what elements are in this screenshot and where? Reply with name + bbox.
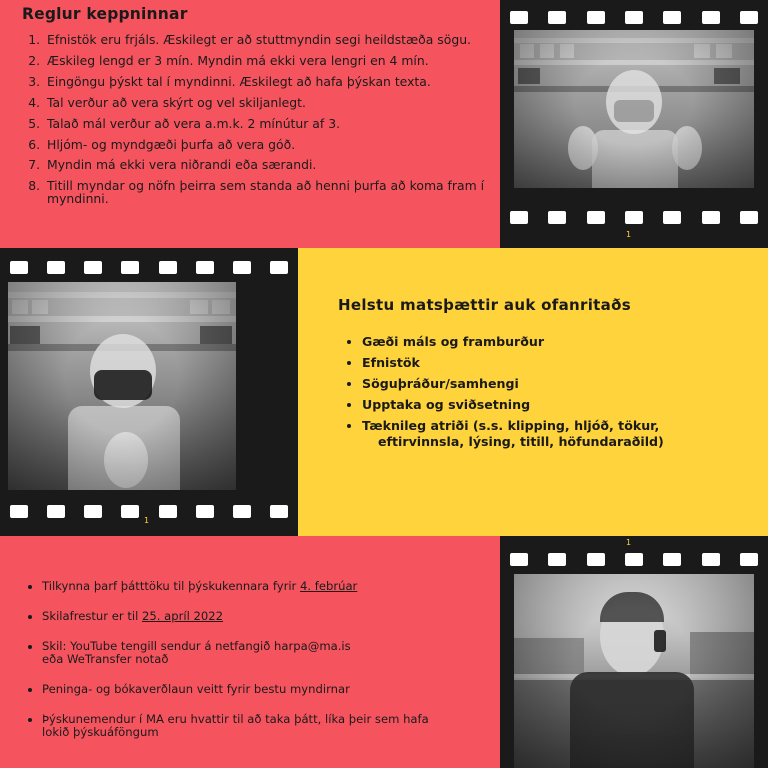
criteria-title: Helstu matsþættir auk ofanritaðs: [338, 296, 631, 314]
criteria-text: Söguþráður/samhengi: [362, 375, 519, 391]
list-item: 4. Tal verður að vera skýrt og vel skiljanlegt.: [44, 97, 488, 109]
sprocket-hole: [702, 211, 720, 224]
sprocket-hole: [10, 261, 28, 274]
photo-woman-on-phone: [514, 574, 754, 768]
list-item: 1. Efnistök eru frjáls. Æskilegt er að stuttmyndin segi heildstæða sögu.: [44, 34, 488, 46]
sprocket-hole: [196, 505, 214, 518]
sprocket-hole: [587, 11, 605, 24]
photo-supermarket-mask: [514, 30, 754, 188]
list-item: 2. Æskileg lengd er 3 mín. Myndin má ekki vera lengri en 4 mín.: [44, 55, 488, 67]
sprocket-hole: [702, 11, 720, 24]
sprocket-hole: [233, 261, 251, 274]
criteria-text: Tæknileg atriði (s.s. klipping, hljóð, tökur,: [362, 417, 660, 433]
sprocket-hole: [10, 505, 28, 518]
list-item: [362, 397, 750, 414]
sprocket-hole: [510, 553, 528, 566]
list-item: [42, 610, 476, 623]
info-text: Peninga- og bókaverðlaun veitt fyrir bestu myndirnar: [42, 681, 350, 696]
criteria-text: Efnistök: [362, 354, 420, 370]
film-sprockets-bottom: [500, 206, 768, 228]
sprocket-hole: [47, 505, 65, 518]
info-text-second-line: lokið þýskuáföngum: [42, 724, 159, 739]
sprocket-hole: [121, 261, 139, 274]
sprocket-hole: [740, 11, 758, 24]
sprocket-hole: [625, 11, 643, 24]
rules-list: [18, 34, 488, 214]
filmstrip-top-right: [500, 0, 768, 248]
sprocket-hole: [233, 505, 251, 518]
info-text: Skil: YouTube tengill sendur á netfangið harpa@ma.is: [42, 638, 351, 653]
sprocket-hole: [270, 261, 288, 274]
criteria-text: Upptaka og sviðsetning: [362, 396, 531, 412]
rules-title: Reglur keppninnar: [22, 4, 188, 23]
info-highlight-date: 4. febrúar: [300, 579, 358, 593]
sprocket-hole: [121, 505, 139, 518]
sprocket-hole: [663, 11, 681, 24]
sprocket-hole: [270, 505, 288, 518]
sprocket-hole: [84, 261, 102, 274]
rules-panel: [0, 0, 500, 248]
sprocket-hole: [159, 505, 177, 518]
sprocket-hole: [702, 553, 720, 566]
info-text-second-line: eða WeTransfer notað: [42, 651, 169, 666]
frame-number: 1: [144, 516, 150, 525]
list-item: [362, 376, 750, 393]
filmstrip-bottom-right: [500, 536, 768, 768]
list-item: [362, 355, 750, 372]
info-panel: [0, 536, 500, 768]
info-text: Þýskunemendur í MA eru hvattir til að taka þátt, líka þeir sem hafa: [42, 711, 429, 726]
frame-number: 1: [626, 230, 632, 239]
info-highlight-date: 25. apríl 2022: [142, 608, 223, 623]
sprocket-hole: [510, 211, 528, 224]
sprocket-hole: [548, 11, 566, 24]
criteria-panel: [298, 248, 768, 536]
list-item: 3. Eingöngu þýskt tal í myndinni. Æskilegt að hafa þýskan texta.: [44, 76, 488, 88]
film-sprockets-top: [500, 548, 768, 570]
sprocket-hole: [159, 261, 177, 274]
sprocket-hole: [740, 553, 758, 566]
sprocket-hole: [196, 261, 214, 274]
list-item: [42, 640, 476, 666]
info-text: Tilkynna þarf þátttöku til þýskukennara fyrir: [42, 579, 301, 593]
film-sprockets-top: [500, 6, 768, 28]
list-item: [362, 418, 750, 452]
sprocket-hole: [510, 11, 528, 24]
info-text: Skilafrestur er til: [42, 608, 142, 623]
list-item: [362, 334, 750, 351]
sprocket-hole: [663, 553, 681, 566]
list-item: [42, 713, 476, 739]
sprocket-hole: [740, 211, 758, 224]
criteria-text-continuation: eftirvinnsla, lýsing, titill, höfundaraðild): [378, 434, 664, 450]
sprocket-hole: [548, 553, 566, 566]
info-list: [22, 580, 476, 756]
filmstrip-mid-left: [0, 248, 298, 536]
list-item: 8. Titill myndar og nöfn þeirra sem standa að henni þurfa að koma fram í myndinni.: [44, 180, 488, 205]
frame-number: 1: [626, 538, 632, 547]
list-item: [42, 683, 476, 696]
list-item: 7. Myndin má ekki vera niðrandi eða særandi.: [44, 159, 488, 171]
sprocket-hole: [47, 261, 65, 274]
criteria-list: [336, 334, 750, 455]
criteria-text: Gæði máls og framburður: [362, 334, 545, 349]
list-item: [42, 580, 476, 593]
sprocket-hole: [587, 553, 605, 566]
sprocket-hole: [84, 505, 102, 518]
sprocket-hole: [625, 211, 643, 224]
list-item: 5. Talað mál verður að vera a.m.k. 2 mínútur af 3.: [44, 118, 488, 130]
sprocket-hole: [625, 553, 643, 566]
sprocket-hole: [548, 211, 566, 224]
photo-supermarket-pointing: [8, 282, 236, 490]
sprocket-hole: [587, 211, 605, 224]
list-item: 6. Hljóm- og myndgæði þurfa að vera góð.: [44, 139, 488, 151]
sprocket-hole: [663, 211, 681, 224]
film-sprockets-top: [0, 256, 298, 278]
